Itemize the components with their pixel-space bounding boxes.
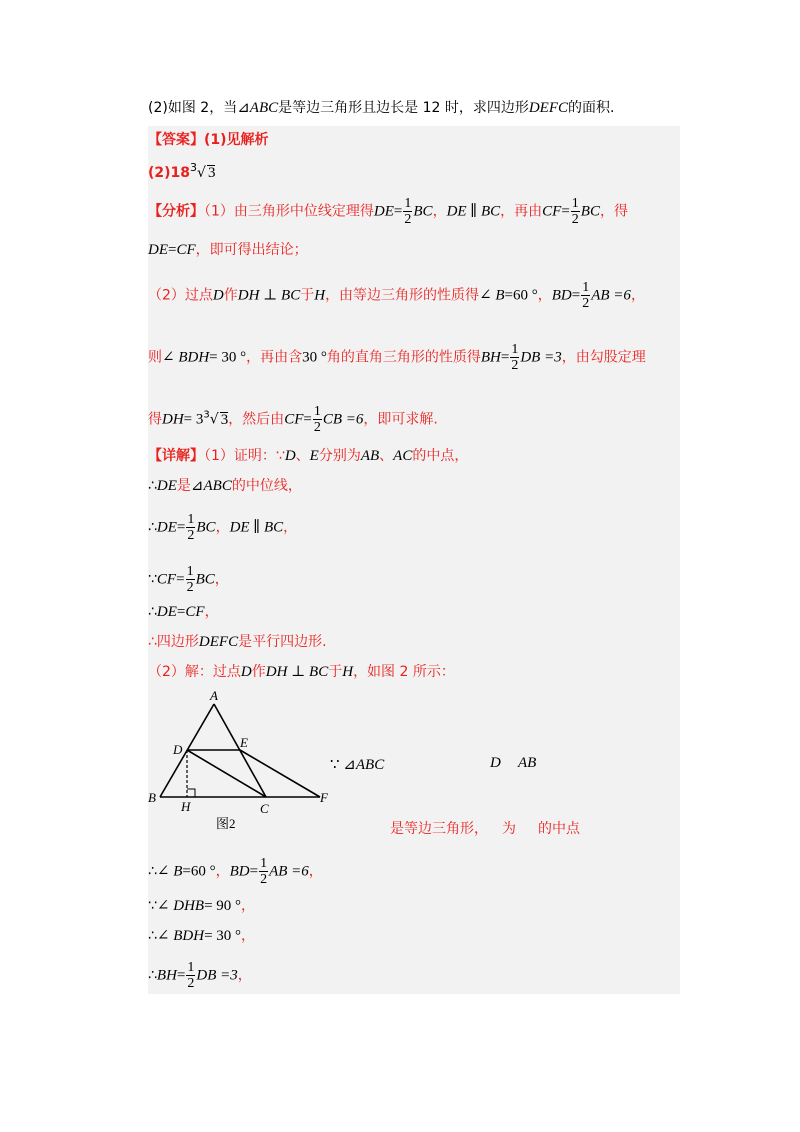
math-angle: ∠ BDH: [156, 928, 205, 944]
detail-text: 于: [328, 664, 343, 680]
math-d: D: [212, 287, 224, 304]
therefore-symbol: ∴: [148, 863, 157, 880]
side-because: [330, 755, 384, 774]
math-bc: BC: [413, 203, 433, 220]
detail-text: （2）解：过点: [148, 664, 241, 680]
triangle-symbol: ⊿: [190, 478, 204, 494]
math-value: = 30 °: [204, 928, 242, 944]
therefore-symbol: ∴: [148, 604, 157, 620]
eq-sign: =: [176, 519, 186, 536]
because-symbol: ∵ ⊿: [330, 757, 356, 773]
analysis-text: 再由: [514, 203, 543, 220]
denominator: 2: [511, 358, 519, 373]
math-h: H: [342, 664, 354, 680]
math-dh: DH: [162, 411, 184, 428]
math-defc: DEFC: [198, 634, 239, 650]
numerator: 1: [187, 960, 195, 975]
numerator: 1: [187, 512, 195, 527]
question-line: [148, 98, 614, 118]
fraction-half: [403, 196, 412, 227]
analysis-line-2: [148, 240, 308, 260]
math-de: DE: [156, 478, 177, 494]
math-ab: AB =6: [591, 287, 631, 304]
math-e: E: [309, 448, 319, 464]
answer-label: 【答案】: [148, 132, 204, 148]
denominator: 2: [260, 872, 268, 887]
math-perp: DH ⊥ BC: [237, 287, 301, 304]
denominator: 2: [571, 212, 579, 227]
root-index: 3: [190, 161, 198, 174]
math-bc: BC: [195, 571, 215, 588]
eq-sign: =: [571, 287, 581, 304]
sqrt-arg: 3: [207, 165, 216, 181]
numerator: 1: [511, 342, 519, 357]
math-ab: AB =6: [269, 863, 309, 880]
math-angle: ∠ BDH: [162, 349, 210, 366]
denominator: 2: [313, 420, 321, 435]
eq-sign: =: [176, 571, 185, 588]
detail-line-10: [148, 926, 255, 946]
fraction-half: [186, 512, 195, 543]
because-symbol: ∵: [148, 571, 157, 588]
label-b: B: [148, 790, 156, 805]
comma: ，: [500, 203, 515, 220]
math-cf: CF: [185, 604, 205, 620]
math-angle: ∠ B: [479, 287, 505, 304]
analysis-text: 于: [300, 287, 315, 304]
math-abc: ABC: [249, 100, 279, 116]
math-bc: BC: [580, 203, 600, 220]
fraction-half: [186, 564, 195, 595]
analysis-line-4: [148, 342, 646, 373]
right-angle-mark: [187, 789, 195, 797]
math-angle: ∠ B: [156, 863, 183, 880]
math-de: DE: [156, 604, 177, 620]
math-cf: CF: [542, 203, 562, 220]
figure-caption: 图2: [216, 816, 236, 831]
math-bh: BH: [156, 967, 177, 984]
math-parallel: DE ∥ BC: [229, 519, 284, 536]
label-f: F: [320, 790, 328, 805]
separator: 、: [379, 448, 394, 464]
numerator: 1: [313, 404, 321, 419]
math-angle: ∠ DHB: [156, 898, 205, 914]
math-de: DE: [373, 203, 394, 220]
answer-part2: (2)18: [148, 165, 191, 181]
math-db: DB =3: [196, 967, 238, 984]
comma: ，: [241, 928, 256, 944]
analysis-text: ，再由含: [246, 349, 303, 366]
analysis-text: ，即可求解.: [363, 411, 438, 428]
side-text-3: 的中点: [538, 821, 580, 837]
math-abc: ABC: [355, 757, 385, 773]
analysis-text: ，然后由: [228, 411, 285, 428]
analysis-text: ，由等边三角形的性质得: [325, 287, 480, 304]
comma: ，: [599, 203, 614, 220]
geometry-figure: [140, 688, 340, 838]
eq-sign: =: [561, 203, 570, 220]
fraction-half: [313, 404, 322, 435]
math-de: DE: [156, 519, 177, 536]
math-h: H: [314, 287, 326, 304]
label-a: A: [210, 688, 218, 703]
detail-line-4: [148, 564, 229, 595]
question-text-mid: 是等边三角形且边长是 12 时，求四边形: [278, 100, 529, 116]
comma: ，: [308, 863, 323, 880]
detail-line-5: [148, 602, 219, 622]
math-ac: AC: [393, 448, 413, 464]
detail-line-2: [148, 476, 302, 496]
analysis-text: 则: [148, 349, 162, 366]
comma: ，: [432, 203, 447, 220]
detail-text: 的中位线，: [231, 478, 302, 494]
math-value: 30 °: [302, 349, 327, 366]
math-cf: CF: [284, 411, 304, 428]
sqrt-arg: 3: [220, 411, 229, 428]
fraction-half: [259, 856, 268, 887]
label-c: C: [260, 801, 269, 816]
answer-part1: (1)见解析: [204, 132, 269, 148]
analysis-text: 角的直角三角形的性质得: [326, 349, 481, 366]
label-h: H: [181, 799, 191, 814]
fraction-half: [581, 280, 590, 311]
denominator: 2: [582, 296, 590, 311]
analysis-text: 得: [613, 203, 628, 220]
math-abc: ABC: [203, 478, 232, 494]
answer-line-1: [148, 130, 269, 150]
eq-sign: =: [176, 967, 186, 984]
detail-line-9: [148, 896, 255, 916]
side-d: D: [490, 755, 501, 771]
question-text: (2)如图 2，当: [148, 100, 238, 116]
math-perp: DH ⊥ BC: [265, 664, 329, 680]
math-ab: AB: [360, 448, 380, 464]
segment-dc: [187, 750, 266, 797]
detail-line-3: [148, 512, 297, 543]
math-cf: CF: [156, 571, 177, 588]
therefore-symbol: ∴: [148, 967, 157, 984]
analysis-text: 得: [148, 411, 162, 428]
eq-sign: =: [176, 604, 186, 620]
detail-label: 【详解】: [148, 448, 204, 464]
answer-line-2: $(2)18^3√$ 3: [148, 161, 216, 181]
math-de: DE: [148, 242, 168, 258]
analysis-text: （1）由三角形中位线定理得: [204, 203, 374, 220]
side-ab: AB: [518, 755, 537, 771]
eq-sign: =: [500, 349, 510, 366]
denominator: 2: [186, 580, 194, 595]
eq-sign: =: [168, 242, 177, 258]
comma: ，: [630, 287, 645, 304]
math-d: D: [240, 664, 252, 680]
root-index: 3: [203, 409, 210, 421]
comma: ，: [283, 519, 298, 536]
detail-text: 分别为: [318, 448, 361, 464]
math-parallel: DE ∥ BC: [446, 203, 501, 220]
math-d: D: [284, 448, 296, 464]
therefore-symbol: ∴: [148, 478, 157, 494]
detail-text: 作: [251, 664, 266, 680]
numerator: 1: [582, 280, 590, 295]
eq-sign: =: [393, 203, 403, 220]
comma: ，: [214, 571, 229, 588]
math-value: = 3: [183, 411, 204, 428]
analysis-line-3: [148, 280, 645, 311]
detail-line-7: [148, 662, 455, 682]
numerator: 1: [186, 564, 194, 579]
side-text-1: 是等边三角形，: [390, 821, 488, 837]
analysis-text: （2）过点: [148, 287, 213, 304]
math-value: =60 °: [504, 287, 538, 304]
detail-text: 是: [176, 478, 191, 494]
analysis-label: 【分析】: [148, 203, 204, 220]
side-text-2: 为: [502, 821, 516, 837]
comma: ，: [215, 863, 230, 880]
numerator: 1: [404, 196, 412, 211]
denominator: 2: [404, 212, 412, 227]
comma: ，: [241, 898, 256, 914]
label-d: D: [173, 742, 183, 757]
fraction-half: [510, 342, 519, 373]
math-value: =60 °: [182, 863, 216, 880]
detail-line-11: [148, 960, 252, 991]
detail-line-1: [148, 446, 468, 466]
comma: ，: [237, 967, 252, 984]
math-db: DB =3: [520, 349, 562, 366]
math-cb: CB =6: [322, 411, 364, 428]
detail-text: ，如图 2 所示：: [353, 664, 455, 680]
comma: ，: [537, 287, 552, 304]
detail-text: ∴四边形: [148, 634, 199, 650]
detail-text: 是平行四边形.: [238, 634, 327, 650]
analysis-text: 作: [223, 287, 238, 304]
numerator: 1: [571, 196, 579, 211]
eq-sign: =: [303, 411, 312, 428]
separator: 、: [295, 448, 310, 464]
denominator: 2: [187, 528, 195, 543]
analysis-text: ，即可得出结论；: [195, 242, 308, 258]
denominator: 2: [187, 976, 195, 991]
detail-text: 的中点，: [412, 448, 469, 464]
detail-line-8: [148, 856, 323, 887]
analysis-line-1: [148, 196, 628, 227]
math-cf: CF: [176, 242, 196, 258]
triangle-symbol: ⊿: [237, 100, 250, 116]
analysis-text: ，由勾股定理: [561, 349, 646, 366]
comma: ，: [215, 519, 230, 536]
analysis-line-5: 得$DH= 3^3√$ 3，然后由CF= $\frac{1}{2}$ CB =6，即可求解.: [148, 404, 438, 435]
comma: ，: [204, 604, 219, 620]
therefore-symbol: ∴: [148, 519, 157, 536]
label-e: E: [240, 735, 248, 750]
detail-text: （1）证明：∵: [204, 448, 285, 464]
therefore-symbol: ∴: [148, 928, 157, 944]
math-value: = 30 °: [209, 349, 247, 366]
math-value: = 90 °: [204, 898, 242, 914]
eq-sign: =: [249, 863, 259, 880]
math-bd: BD: [229, 863, 250, 880]
fraction-half: [186, 960, 195, 991]
because-symbol: ∵: [148, 898, 157, 914]
fraction-half: [571, 196, 580, 227]
question-text-end: 的面积.: [568, 100, 615, 116]
detail-line-6: [148, 632, 327, 652]
numerator: 1: [260, 856, 268, 871]
math-bc: BC: [196, 519, 216, 536]
math-defc: DEFC: [528, 100, 569, 116]
math-bh: BH: [480, 349, 501, 366]
math-bd: BD: [551, 287, 572, 304]
